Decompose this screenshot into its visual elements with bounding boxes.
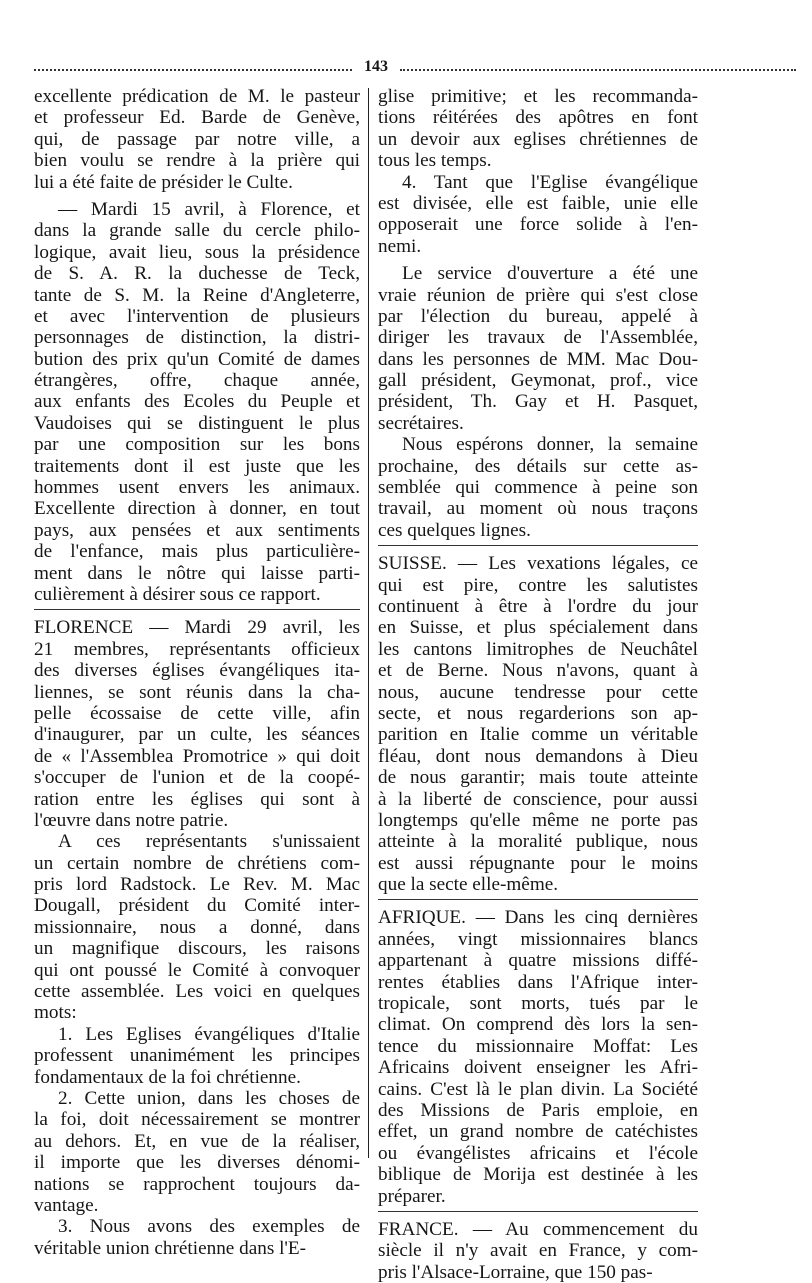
text-line: pays, aux pensées et aux sentiments <box>34 519 360 541</box>
paragraph <box>378 172 698 258</box>
text-line: pris lord Radstock. Le Rev. M. Mac <box>34 874 360 896</box>
text-line: de « l'Assemblea Promotrice » qui doit <box>34 745 360 767</box>
text-line: s'occuper de l'union et de la coopé- <box>34 767 360 789</box>
text-line: par l'élection du bureau, appelé à <box>378 305 698 327</box>
text-line: il importe que les diverses dénomi- <box>34 1152 360 1174</box>
text-line: gall président, Geymonat, prof., vice <box>378 370 698 392</box>
text-line: la foi, doit nécessairement se montrer <box>34 1109 360 1131</box>
left-column <box>34 86 360 1259</box>
text-line: l'œuvre dans notre patrie. <box>34 809 229 831</box>
text-line: Dougall, président du Comité inter- <box>34 895 360 917</box>
text-line: qui, de passage par notre ville, a <box>34 128 360 150</box>
text-line: d'inaugurer, par un culte, les séances <box>34 724 360 746</box>
text-line: climat. On comprend dès lors la sen- <box>378 1014 698 1036</box>
text-line: bien voulu se rendre à la prière qui <box>34 150 360 172</box>
header-rule-right <box>400 69 796 71</box>
text-line: missionnaire, nous a donné, dans <box>34 916 360 938</box>
text-line: nations se rapprochent toujours da- <box>34 1173 360 1195</box>
text-line: parition en Italie comme un véritable <box>378 724 698 746</box>
text-line: rentes établies dans l'Afrique inter- <box>378 971 698 993</box>
text-line: secrétaires. <box>378 412 464 434</box>
column-divider <box>368 88 369 1158</box>
text-line: que la secte elle-même. <box>378 874 559 896</box>
right-column <box>378 86 698 1283</box>
text-line: et professeur Ed. Barde de Genève, <box>34 107 360 129</box>
text-line: — Mardi 15 avril, à Florence, et <box>58 198 360 220</box>
text-line: Le service d'ouverture a été une <box>402 263 698 285</box>
text-line: de nous garantir; mais toute atteinte <box>378 767 698 789</box>
text-line: nemi. <box>378 235 422 257</box>
text-line: années, vingt missionnaires blancs <box>378 928 698 950</box>
text-line: qui est pire, contre les salutistes <box>378 574 698 596</box>
text-line: pris l'Alsace-Lorraine, que 150 pas- <box>378 1261 653 1283</box>
text-line: à la liberté de conscience, pour aussi <box>378 788 698 810</box>
text-line: vantage. <box>34 1194 99 1216</box>
text-line: et avec l'intervention de plusieurs <box>34 305 360 327</box>
text-line: longtemps qu'elle même ne porte pas <box>378 809 698 831</box>
text-line: tropicale, sont morts, tués par le <box>378 993 698 1015</box>
text-line: des Missions de Paris emploie, en <box>378 1099 698 1121</box>
text-line: hommes usent envers les animaux. <box>34 477 360 499</box>
text-line: FLORENCE — Mardi 29 avril, les <box>34 617 360 639</box>
paragraph <box>378 1219 698 1283</box>
text-line: excellente prédication de M. le pasteur <box>34 86 360 107</box>
text-line: 4. Tant que l'Eglise évangélique <box>402 171 698 193</box>
text-line: en Suisse, et plus spécialement dans <box>378 617 698 639</box>
text-line: aux enfants des Ecoles du Peuple et <box>34 391 360 413</box>
text-line: 1. Les Eglises évangéliques d'Italie <box>58 1023 360 1045</box>
text-line: Vaudoises qui se distinguent le plus <box>34 412 360 434</box>
text-line: travail, au moment où nous traçons <box>378 498 698 520</box>
text-line: fondamentaux de la foi chrétienne. <box>34 1066 301 1088</box>
text-line: et de Berne. Nous n'avons, quant à <box>378 660 698 682</box>
text-line: un devoir aux eglises chrétiennes de <box>378 128 698 150</box>
paragraph <box>34 199 360 605</box>
text-line: des diverses églises évangéliques ita- <box>34 660 360 682</box>
text-line: est aussi répugnante pour le moins <box>378 852 698 874</box>
text-line: lui a été faite de présider le Culte. <box>34 171 293 193</box>
text-line: un magnifique discours, les raisons <box>34 938 360 960</box>
text-line: tions réitérées des apôtres en font <box>378 107 698 129</box>
section-separator <box>34 609 360 611</box>
paragraph <box>34 1024 360 1088</box>
text-line: A ces représentants s'unissaient <box>58 831 360 853</box>
text-line: au dehors. Et, en vue de la réaliser, <box>34 1130 360 1152</box>
paragraph <box>378 86 698 172</box>
text-line: 21 membres, représentants officieux <box>34 638 360 660</box>
text-line: AFRIQUE. — Dans les cinq dernières <box>378 907 698 929</box>
section-separator <box>378 545 698 547</box>
paragraph <box>378 907 698 1206</box>
text-line: bution des prix qu'un Comité de dames <box>34 348 360 370</box>
text-line: Excellente direction à donner, en tout <box>34 498 360 520</box>
text-line: 2. Cette union, dans les choses de <box>58 1087 360 1109</box>
text-line: un certain nombre de chrétiens com- <box>34 852 360 874</box>
text-line: diriger les travaux de l'Assemblée, <box>378 327 698 349</box>
text-line: véritable union chrétienne dans l'E- <box>34 1237 306 1259</box>
text-line: tous les temps. <box>378 150 492 172</box>
text-line: culièrement à désirer sous ce rapport. <box>34 583 321 605</box>
text-line: de S. A. R. la duchesse de Teck, <box>34 263 360 285</box>
text-line: continuent à être à l'ordre du jour <box>378 595 698 617</box>
text-line: siècle il n'y avait en France, y com- <box>378 1240 698 1262</box>
text-line: ment dans le nôtre qui laisse parti- <box>34 562 360 584</box>
text-line: Africains doivent enseigner les Afri- <box>378 1057 698 1079</box>
text-line: préparer. <box>378 1185 446 1207</box>
text-line: FRANCE. — Au commencement du <box>378 1218 698 1240</box>
paragraph <box>378 553 698 895</box>
header-rule-left <box>34 69 352 71</box>
text-line: mots: <box>34 1002 77 1024</box>
text-line: dans les personnes de MM. Mac Dou- <box>378 348 698 370</box>
text-line: vraie réunion de prière qui s'est close <box>378 284 698 306</box>
text-line: tante de S. M. la Reine d'Angleterre, <box>34 284 360 306</box>
paragraph <box>34 831 360 1024</box>
text-line: logique, avait lieu, sous la présidence <box>34 241 360 263</box>
text-line: étrangères, offre, chaque année, <box>34 370 360 392</box>
text-line: les cantons limitrophes de Neuchâtel <box>378 638 698 660</box>
text-line: prochaine, des détails sur cette as- <box>378 455 698 477</box>
text-line: SUISSE. — Les vexations légales, ce <box>378 553 698 575</box>
text-line: de l'enfance, mais plus particulière- <box>34 541 360 563</box>
text-line: semblée qui commence à peine son <box>378 477 698 499</box>
text-line: 3. Nous avons des exemples de <box>58 1216 360 1238</box>
text-line: est divisée, elle est faible, unie elle <box>378 192 698 214</box>
text-line: qui ont poussé le Comité à convoquer <box>34 959 360 981</box>
text-line: cains. C'est là le plan divin. La Société <box>378 1078 698 1100</box>
text-line: nous, aucune tendresse pour cette <box>378 681 698 703</box>
text-line: fléau, dont nous demandons à Dieu <box>378 745 698 767</box>
text-line: dans la grande salle du cercle philo- <box>34 220 360 242</box>
text-line: atteinte à la moralité publique, nous <box>378 831 698 853</box>
text-line: ration entre les églises qui sont à <box>34 788 360 810</box>
text-line: appartenant à quatre missions diffé- <box>378 950 698 972</box>
paragraph <box>378 434 698 541</box>
paragraph <box>34 86 360 193</box>
text-line: ou évangélistes africains et l'école <box>378 1142 698 1164</box>
paragraph <box>34 617 360 831</box>
text-line: liennes, se sont réunis dans la cha- <box>34 681 360 703</box>
text-line: opposerait une force solide à l'en- <box>378 214 698 236</box>
section-separator <box>378 899 698 901</box>
section-separator <box>378 1211 698 1213</box>
text-line: pelle écossaise de cette ville, afin <box>34 702 360 724</box>
text-line: tence du missionnaire Moffat: Les <box>378 1035 698 1057</box>
text-line: ces quelques lignes. <box>378 519 531 541</box>
paragraph <box>378 263 698 434</box>
text-line: professent unanimément les principes <box>34 1045 360 1067</box>
text-line: glise primitive; et les recommanda- <box>378 86 698 107</box>
running-header <box>34 58 796 78</box>
text-line: par une composition sur les bons <box>34 434 360 456</box>
text-line: secte, et nous regarderions son ap- <box>378 702 698 724</box>
text-line: effet, un grand nombre de catéchistes <box>378 1121 698 1143</box>
text-line: Nous espérons donner, la semaine <box>402 434 698 456</box>
paragraph <box>34 1088 360 1216</box>
text-line: traitements dont il est juste que les <box>34 455 360 477</box>
paragraph <box>34 1216 360 1259</box>
text-line: biblique de Morija est destinée à les <box>378 1164 698 1186</box>
text-line: cette assemblée. Les voici en quelques <box>34 981 360 1003</box>
text-line: personnages de distinction, la distri- <box>34 327 360 349</box>
page-number: 143 <box>364 58 388 75</box>
text-line: président, Th. Gay et H. Pasquet, <box>378 391 698 413</box>
